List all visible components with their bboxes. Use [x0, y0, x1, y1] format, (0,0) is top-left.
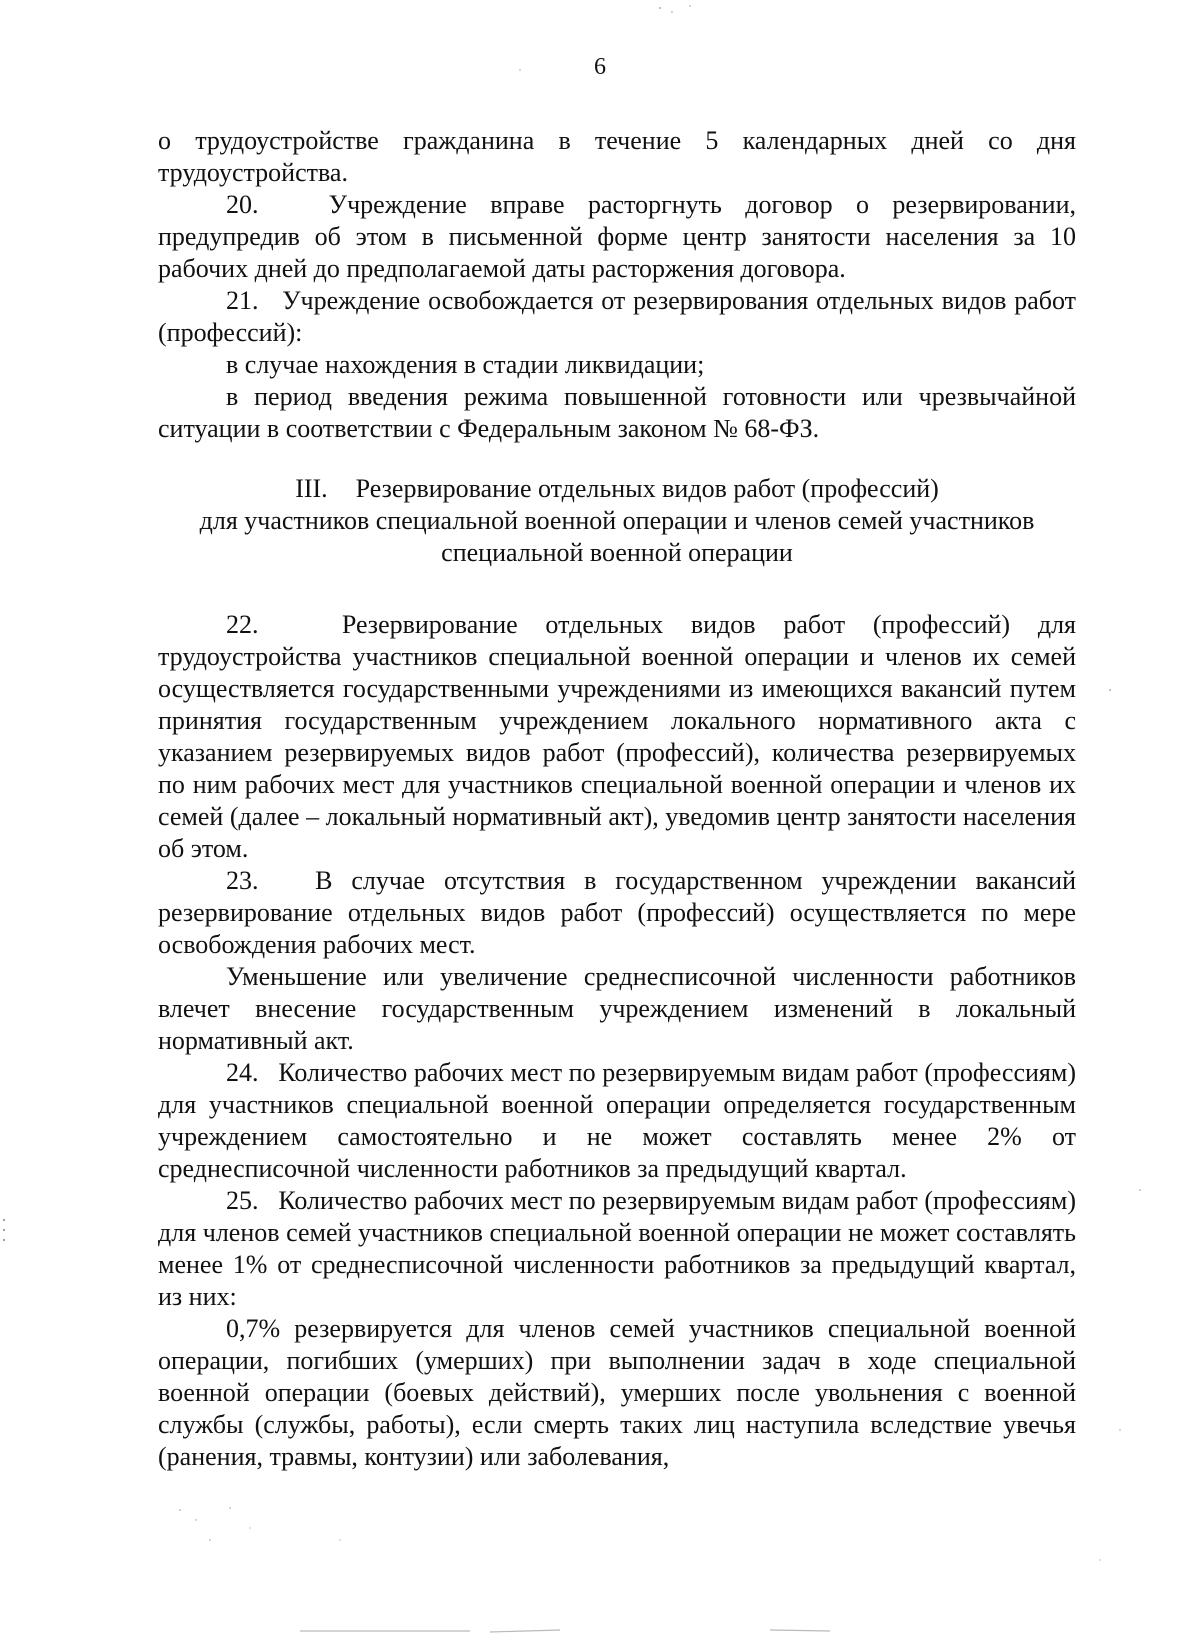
paragraph-25-item-families: 0,7% резервируется для членов семей участников специальной военной операции, погибших (умерших) при выполнении задач в ходе специальной военной операции (боевых действий), умерших после увольнения с военной службы (службы, работы), если смерть таких лиц наступила вследствие увечья (ранения, травмы, контузии) или заболевания, — [158, 1314, 1076, 1471]
section-number: III. — [295, 474, 328, 503]
document-body — [158, 125, 1076, 1473]
paragraph-24: 24. Количество рабочих мест по резервируемым видам работ (профессиям) для участников специальной военной операции определяется государственным учреждением самостоятельно и не может составлять менее 2% от среднесписочной численности работников за предыдущий квартал. — [158, 1058, 1076, 1183]
paragraph-23: 23. В случае отсутствия в государственном учреждении вакансий резервирование отдельных видов работ (профессий) осуществляется по мере освобождения рабочих мест. — [158, 866, 1076, 959]
paragraph-23-headcount: Уменьшение или увеличение среднесписочной численности работников влечет внесение государственным учреждением изменений в локальный нормативный акт. — [158, 962, 1076, 1055]
section-heading-line-1 — [158, 473, 1076, 505]
paragraph-25: 25. Количество рабочих мест по резервируемым видам работ (профессиям) для членов семей участников специальной военной операции не может составлять менее 1% от среднесписочной численности работников за предыдущий квартал, из них: — [158, 1186, 1076, 1311]
page-number: 6 — [594, 54, 606, 80]
paragraph-continuation: о трудоустройстве гражданина в течение 5 календарных дней со дня трудоустройства. — [158, 126, 1076, 187]
section-heading — [158, 473, 1076, 569]
paragraph-21-item-liquidation: в случае нахождения в стадии ликвидации; — [226, 350, 705, 379]
paragraph-21-item-emergency: в период введения режима повышенной готовности или чрезвычайной ситуации в соответствии с Федеральным законом № 68-ФЗ. — [158, 382, 1076, 443]
paragraph-22: 22. Резервирование отдельных видов работ (профессий) для трудоустройства участников специальной военной операции и членов их семей осуществляется государственными учреждениями из имеющихся вакансий путем принятия государственным учреждением локального нормативного акта с указанием резервируемых видов работ (профессий), количества резервируемых по ним рабочих мест для участников специальной военной операции и членов их семей (далее – локальный нормативный акт), уведомив центр занятости населения об этом. — [158, 610, 1076, 863]
section-title-part-3: специальной военной операции — [441, 538, 793, 567]
paragraph-20: 20. Учреждение вправе расторгнуть договор о резервировании, предупредив об этом в письменной форме центр занятости населения за 10 рабочих дней до предполагаемой даты расторжения договора. — [158, 190, 1076, 283]
paragraph-21: 21. Учреждение освобождается от резервирования отдельных видов работ (профессий): — [158, 286, 1076, 347]
section-title-part-2: для участников специальной военной операции и членов семей участников — [199, 506, 1035, 535]
section-title-part-1: Резервирование отдельных видов работ (профессий) — [355, 474, 939, 503]
